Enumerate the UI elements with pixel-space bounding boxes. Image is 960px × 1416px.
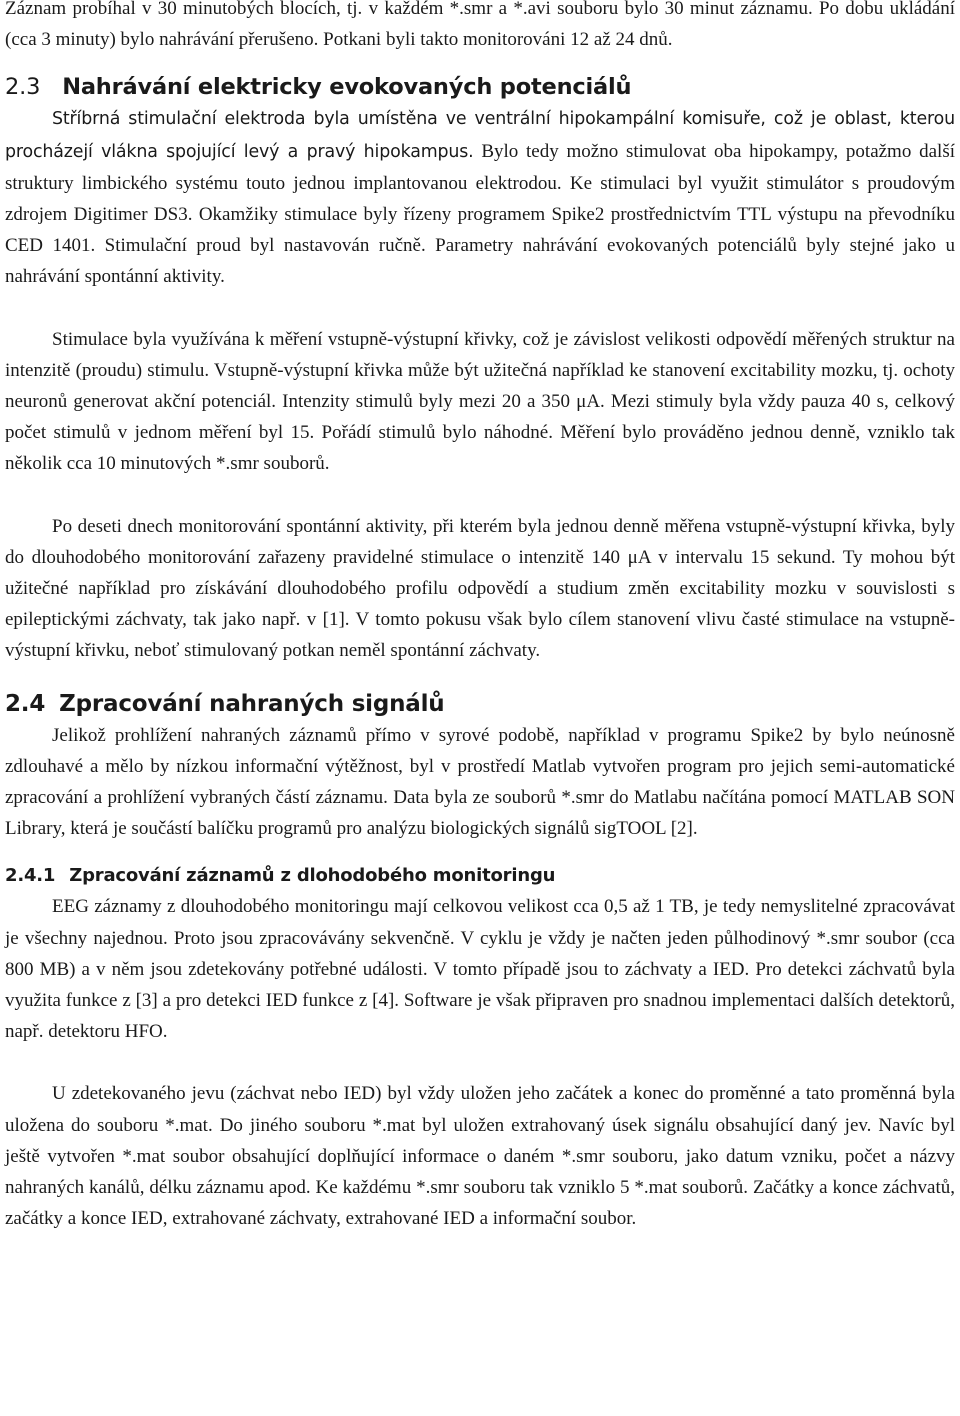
paragraph-2-3-3: Po deseti dnech monitorování spontánní aktivity, při kterém byla jednou denně měřena vstupně-výstupní křivka, byly do dlouhodobého monitorování zařazeny pravidelné stimulace o intenzitě 140 μA v intervalu 15 sekund. Ty mohou být užitečné například pro získávání dlouhodobého profilu odpovědí a studium změn excitability mozku v souvislosti s epileptickými záchvaty, tak jako např. v [1]. V tomto pokusu však bylo cílem stanovení vlivu časté stimulace na vstupně-výstupní křivku, neboť stimulovaný potkan neměl spontánní záchvaty.	[5, 515, 955, 662]
section-heading-2-3	[5, 72, 955, 103]
paragraph-2-3-1-sans: Stříbrná stimulační elektroda byla umístěna ve ventrální hipokampální komisuře, což je oblast, kterou procházejí vlákna spojující levý a pravý hipokampus.	[5, 109, 955, 162]
subsection-title: Zpracování záznamů z dlohodobého monitoringu	[69, 865, 556, 887]
subsection-number: 2.4.1	[5, 865, 56, 887]
section-number: 2.4	[5, 690, 46, 717]
document-page	[5, 0, 955, 1235]
paragraph-2-4-1-2: U zdetekovaného jevu (záchvat nebo IED) byl vždy uložen jeho začátek a konec do proměnné a tato proměnná byla uložena do souboru *.mat. Do jiného souboru *.mat byl uložen extrahovaný úsek signálu obsahující daný jev. Navíc byl ještě vytvořen *.mat soubor obsahující doplňující informace o daném *.smr souboru, jako datum vzniku, počet a názvy nahraných kanálů, délku záznamu apod. Ke každému *.smr souboru tak vzniklo 5 *.mat souborů. Začátky a konce záchvatů, začátky a konce IED, extrahované záchvaty, extrahované IED a informační soubor.	[5, 1083, 955, 1230]
intro-paragraph: Záznam probíhal v 30 minutobých blocích, tj. v každém *.smr a *.avi souboru bylo 30 minut záznamu. Po dobu ukládání (cca 3 minuty) bylo nahrávání přerušeno. Potkani byli takto monitorováni 12 až 24 dnů.	[5, 0, 955, 51]
paragraph-2-3-1-serif: Bylo tedy možno stimulovat oba hipokampy, potažmo další struktury limbického systému touto jednou implantovanou elektrodou. Ke stimulaci byl využit stimulátor s proudovým zdrojem Digitimer DS3. Okamžiky stimulace byly řízeny programem Spike2 prostřednictvím TTL výstupu na převodníku CED 1401. Stimulační proud byl nastavován ručně. Parametry nahrávání evokovaných potenciálů byly stejné jako u nahrávání spontánní aktivity.	[5, 140, 955, 288]
section-number: 2.3	[5, 74, 41, 101]
subsection-heading-2-4-1	[5, 861, 955, 891]
section-heading-2-4	[5, 689, 955, 720]
section-title: Zpracování nahraných signálů	[59, 690, 445, 717]
section-title: Nahrávání elektricky evokovaných potenciálů	[62, 74, 632, 101]
paragraph-2-3-1	[5, 103, 955, 292]
paragraph-2-3-2: Stimulace byla využívána k měření vstupně-výstupní křivky, což je závislost velikosti odpovědí měřených struktur na intenzitě (proudu) stimulu. Vstupně-výstupní křivka může být užitečná například ke stanovení excitability mozku, tj. ochoty neuronů generovat akční potenciál. Intenzity stimulů byly mezi 20 a 350 μA. Mezi stimuly byla vždy pauza 40 s, celkový počet stimulů v jednom měření byl 15. Pořádí stimulů bylo náhodné. Měření bylo prováděno jednou denně, vzniklo tak několik cca 10 minutových *.smr souborů.	[5, 328, 955, 475]
paragraph-2-4-1: Jelikož prohlížení nahraných záznamů přímo v syrové podobě, například v programu Spike2 by bylo neúnosně zdlouhavé a mělo by nízkou informační výtěžnost, byl v prostředí Matlab vytvořen program pro jejich semi-automatické zpracování a prohlížení vybraných částí záznamu. Data byla ze souborů *.smr do Matlabu načítána pomocí MATLAB SON Library, která je součástí balíčku programů pro analýzu biologických signálů sigTOOL [2].	[5, 724, 955, 840]
paragraph-2-4-1-1: EEG záznamy z dlouhodobého monitoringu mají celkovou velikost cca 0,5 až 1 TB, je tedy nemyslitelné zpracovávat je všechny najednou. Proto jsou zpracovávány sekvenčně. V cyklu je vždy je načten jeden půlhodinový *.smr soubor (cca 800 MB) a v něm jsou zdetekovány potřebné události. V tomto případě jsou to záchvaty a IED. Pro detekci záchvatů byla využita funkce z [3] a pro detekci IED funkce z [4]. Software je však připraven pro snadnou implementaci dalších detektorů, např. detektoru HFO.	[5, 896, 955, 1043]
